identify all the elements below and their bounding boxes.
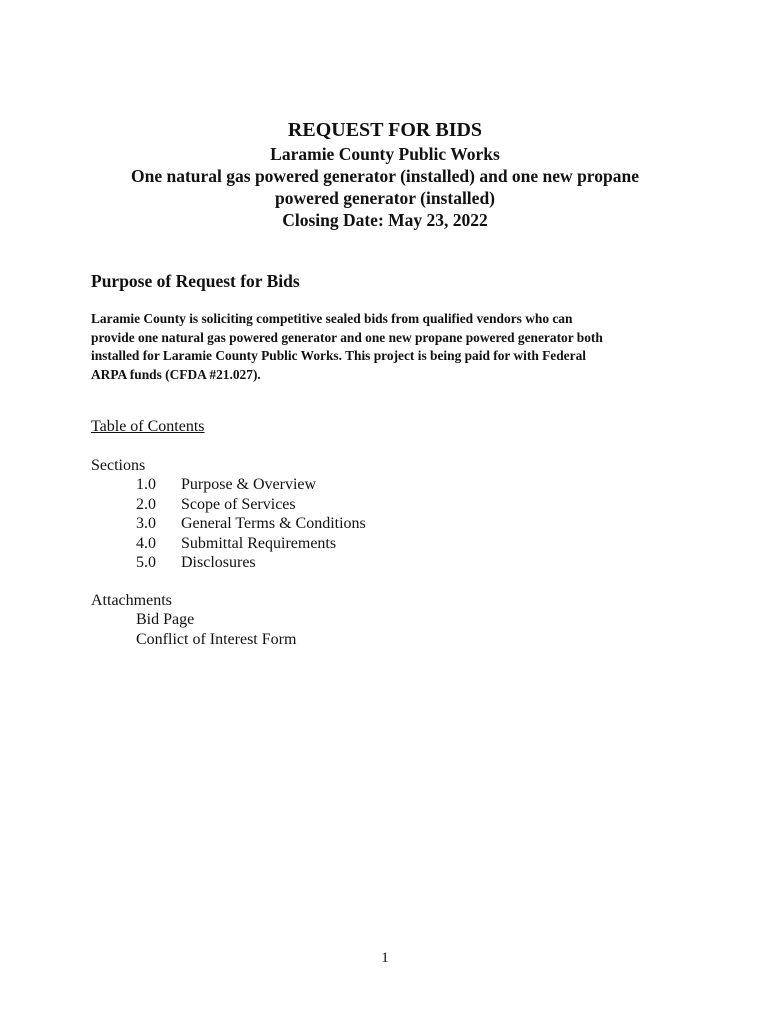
sections-list	[136, 475, 366, 573]
sections-heading: Sections	[91, 457, 146, 474]
section-item	[136, 514, 366, 534]
section-item	[136, 475, 366, 495]
purpose-paragraph	[91, 310, 691, 384]
description-line-2: powered generator (installed)	[274, 188, 495, 208]
attachment-item: Conflict of Interest Form	[136, 630, 297, 648]
attachments-heading: Attachments	[91, 592, 172, 609]
section-item	[136, 495, 366, 515]
closing-date: Closing Date: May 23, 2022	[282, 210, 488, 230]
document-title: REQUEST FOR BIDS	[287, 119, 483, 141]
purpose-line: ARPA funds (CFDA #21.027).	[91, 366, 261, 382]
organization-name: Laramie County Public Works	[270, 144, 500, 164]
section-title: General Terms & Conditions	[181, 515, 366, 532]
purpose-line: installed for Laramie County Public Works. This project is being paid for with Federal	[91, 348, 586, 363]
page-number: 1	[381, 950, 389, 966]
attachments-list	[136, 610, 296, 649]
purpose-heading: Purpose of Request for Bids	[91, 271, 300, 291]
attachment-item: Bid Page	[136, 611, 195, 628]
purpose-line: Laramie County is soliciting competitive sealed bids from qualified vendors who can	[91, 311, 573, 326]
section-number: 5.0	[136, 554, 156, 571]
table-of-contents-heading: Table of Contents	[91, 418, 205, 435]
section-item	[136, 534, 366, 554]
section-title: Scope of Services	[181, 495, 296, 513]
section-item	[136, 553, 366, 573]
section-number: 1.0	[136, 476, 156, 493]
section-title: Submittal Requirements	[181, 534, 337, 552]
section-title: Disclosures	[181, 554, 256, 571]
section-number: 4.0	[136, 534, 156, 552]
section-number: 2.0	[136, 495, 156, 513]
section-number: 3.0	[136, 515, 156, 532]
purpose-line: provide one natural gas powered generator and one new propane powered generator both	[91, 329, 603, 345]
section-title: Purpose & Overview	[181, 476, 317, 493]
description-line-1: One natural gas powered generator (installed) and one new propane	[130, 166, 639, 186]
document-header	[0, 117, 770, 231]
